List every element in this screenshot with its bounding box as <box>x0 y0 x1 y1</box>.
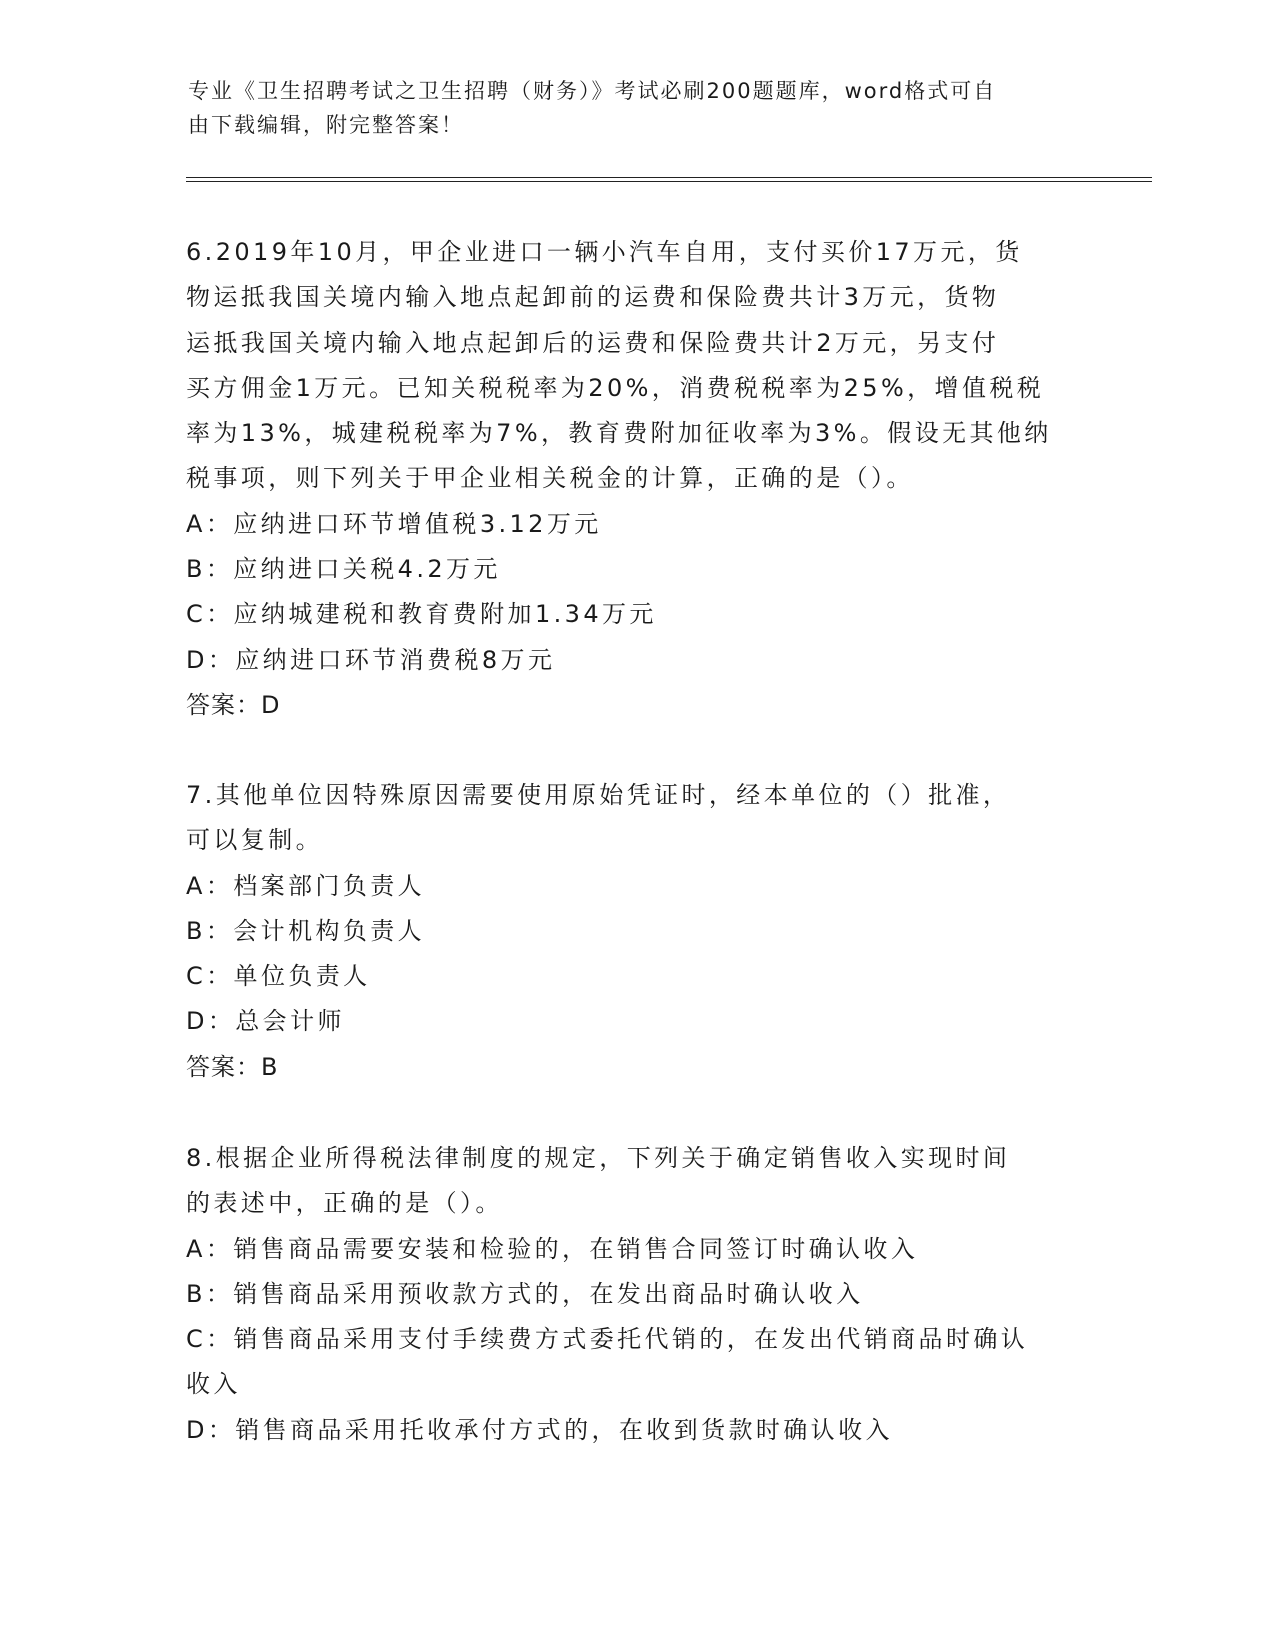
question-stem-line: 6.2019年10月，甲企业进口一辆小汽车自用，支付买价17万元，货 <box>186 238 1023 266</box>
question-stem-line: 物运抵我国关境内输入地点起卸前的运费和保险费共计3万元，货物 <box>186 283 1000 312</box>
question-stem <box>186 230 1086 502</box>
option-d: D：销售商品采用托收承付方式的，在收到货款时确认收入 <box>186 1415 893 1444</box>
answer-label: 答案：B <box>186 1052 279 1081</box>
option-b: B：销售商品采用预收款方式的，在发出商品时确认收入 <box>186 1279 864 1308</box>
option-c-continued: 收入 <box>186 1370 241 1399</box>
question-stem-line: 运抵我国关境内输入地点起卸后的运费和保险费共计2万元，另支付 <box>186 328 1000 357</box>
option-b: B：会计机构负责人 <box>186 916 426 945</box>
question-stem-line: 税事项，则下列关于甲企业相关税金的计算，正确的是（）。 <box>186 464 914 493</box>
option-d: D：总会计师 <box>186 1007 345 1036</box>
question-stem-line: 买方佣金1万元。已知关税税率为20%，消费税税率为25%，增值税税 <box>186 373 1045 402</box>
option-a: A：销售商品需要安装和检验的，在销售合同签订时确认收入 <box>186 1234 919 1263</box>
question-stem-line: 7.其他单位因特殊原因需要使用原始凭证时，经本单位的（）批准， <box>186 781 1011 809</box>
question-8 <box>186 1136 1086 1453</box>
question-stem-line: 8.根据企业所得税法律制度的规定，下列关于确定销售收入实现时间 <box>186 1144 1011 1172</box>
page-header <box>188 74 1068 142</box>
header-title-line-1: 专业《卫生招聘考试之卫生招聘（财务）》考试必刷200题题库，word格式可自 <box>188 79 997 103</box>
question-stem-line: 率为13%，城建税税率为7%，教育费附加征收率为3%。假设无其他纳 <box>186 419 1052 448</box>
answer-label: 答案：D <box>186 690 281 719</box>
option-b: B：应纳进口关税4.2万元 <box>186 555 501 584</box>
option-c: C：应纳城建税和教育费附加1.34万元 <box>186 600 657 629</box>
header-title-line-2: 由下载编辑，附完整答案！ <box>188 113 464 137</box>
option-a: A：档案部门负责人 <box>186 871 426 900</box>
option-a: A：应纳进口环节增值税3.12万元 <box>186 509 602 538</box>
question-6 <box>186 230 1086 728</box>
header-double-rule <box>186 177 1152 182</box>
question-stem <box>186 1136 1086 1227</box>
question-7 <box>186 773 1086 1090</box>
question-stem-line: 的表述中，正确的是（）。 <box>186 1189 503 1218</box>
option-c: C：单位负责人 <box>186 962 371 991</box>
option-d: D：应纳进口环节消费税8万元 <box>186 645 556 674</box>
question-stem <box>186 773 1086 864</box>
question-stem-line: 可以复制。 <box>186 826 323 855</box>
option-c: C：销售商品采用支付手续费方式委托代销的，在发出代销商品时确认 <box>186 1325 1029 1354</box>
